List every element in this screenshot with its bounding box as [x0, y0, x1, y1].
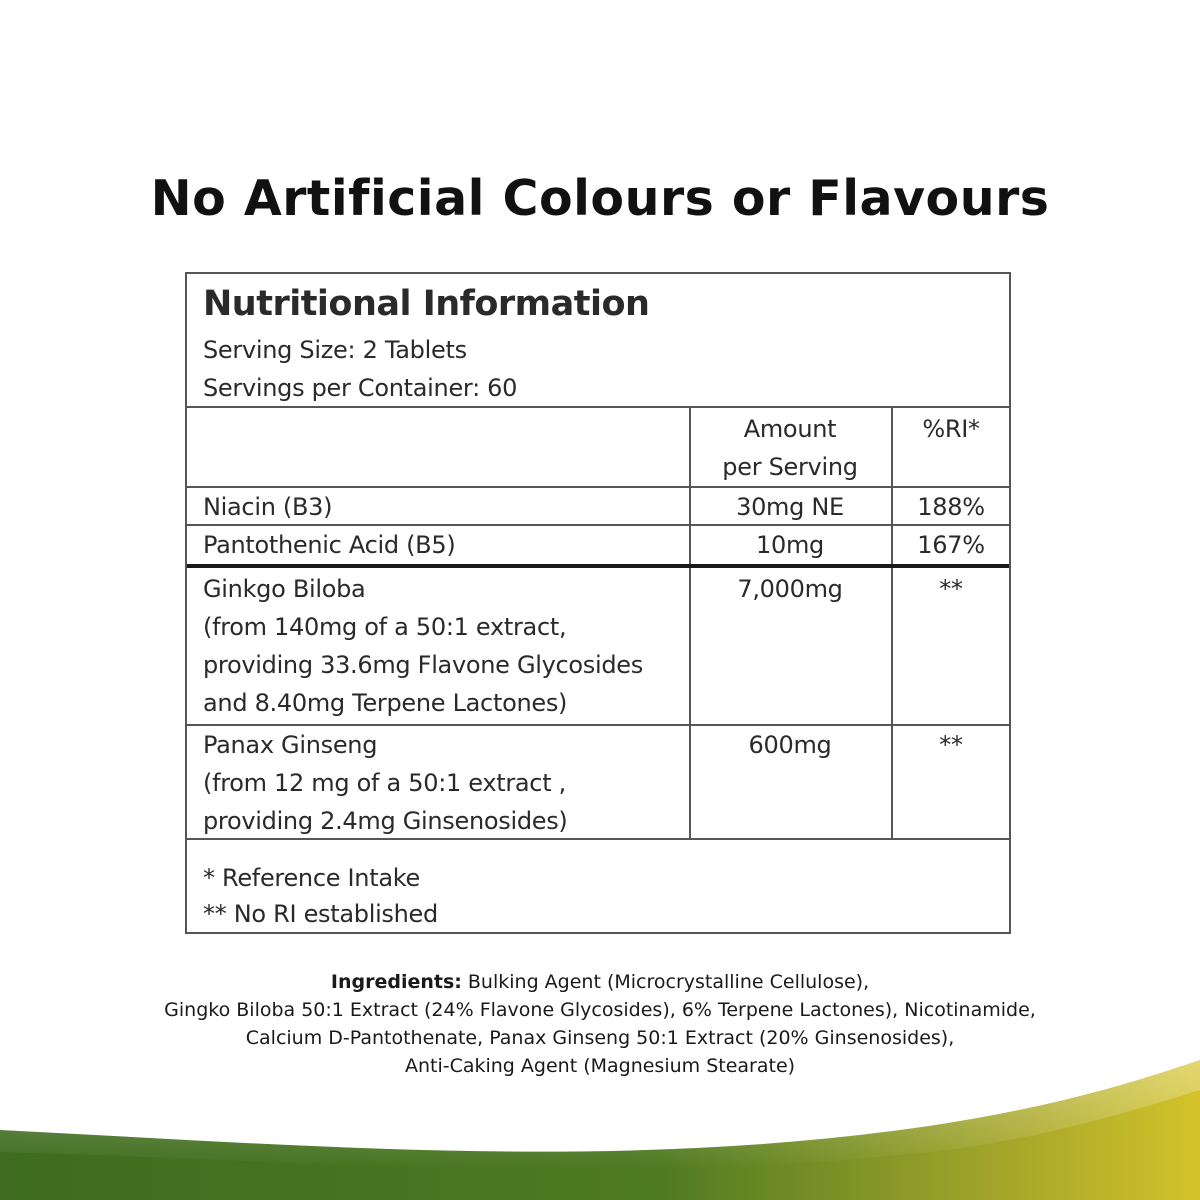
nutrient-name-line: Ginkgo Biloba [203, 575, 366, 603]
nutrient-name: Pantothenic Acid (B5) [203, 531, 456, 559]
section-divider [187, 564, 1009, 568]
ingredients-line: Calcium D-Pantothenate, Panax Ginseng 50:1 Extract (20% Ginsenosides), [245, 1027, 955, 1049]
nutrient-name-line: (from 140mg of a 50:1 extract, [203, 613, 567, 641]
footnote-reference-intake: * Reference Intake [203, 864, 420, 892]
table-row [187, 570, 1009, 722]
ingredients-text: Bulking Agent (Microcrystalline Cellulose), [461, 971, 870, 993]
nutrient-ri: 188% [917, 493, 985, 521]
nutrient-name-line: providing 2.4mg Ginsenosides) [203, 807, 568, 835]
footnote-no-ri: ** No RI established [203, 900, 438, 928]
servings-per-container: Servings per Container: 60 [203, 374, 518, 402]
nutrient-name-line: and 8.40mg Terpene Lactones) [203, 689, 568, 717]
nutrient-ri: 167% [917, 531, 985, 559]
nutrient-ri: ** [939, 575, 963, 603]
amount-header-line1: Amount [743, 415, 837, 443]
ingredients-line: Anti-Caking Agent (Magnesium Stearate) [404, 1055, 796, 1077]
ingredients-line [0, 968, 1200, 996]
nutrient-name-line: Panax Ginseng [203, 731, 378, 759]
nutrient-name [203, 570, 683, 722]
headline: No Artificial Colours or Flavours [150, 170, 1050, 227]
column-header-row [187, 410, 1009, 486]
decorative-wave [0, 1060, 1200, 1200]
nutrient-name-line: providing 33.6mg Flavone Glycosides [203, 651, 643, 679]
table-row [187, 488, 1009, 524]
nutrient-name [203, 726, 683, 840]
ri-header: %RI* [922, 415, 980, 443]
nutrition-header [187, 274, 1009, 408]
nutrient-amount: 7,000mg [737, 575, 843, 603]
table-row [187, 726, 1009, 840]
nutrient-name: Niacin (B3) [203, 493, 333, 521]
nutrition-panel [185, 272, 1011, 934]
table-row [187, 526, 1009, 562]
nutrient-name-line: (from 12 mg of a 50:1 extract , [203, 769, 566, 797]
nutrient-amount: 600mg [748, 731, 832, 759]
ingredients-label: Ingredients: [330, 971, 462, 993]
amount-header [691, 410, 889, 486]
nutrient-amount: 10mg [756, 531, 824, 559]
ingredients-line: Gingko Biloba 50:1 Extract (24% Flavone Glycosides), 6% Terpene Lactones), Nicotinamide, [164, 999, 1036, 1021]
nutrient-ri: ** [939, 731, 963, 759]
serving-size: Serving Size: 2 Tablets [203, 336, 467, 364]
nutrition-title: Nutritional Information [203, 284, 650, 324]
amount-header-line2: per Serving [722, 453, 858, 481]
row-divider [187, 838, 1009, 840]
nutrient-amount: 30mg NE [736, 493, 844, 521]
